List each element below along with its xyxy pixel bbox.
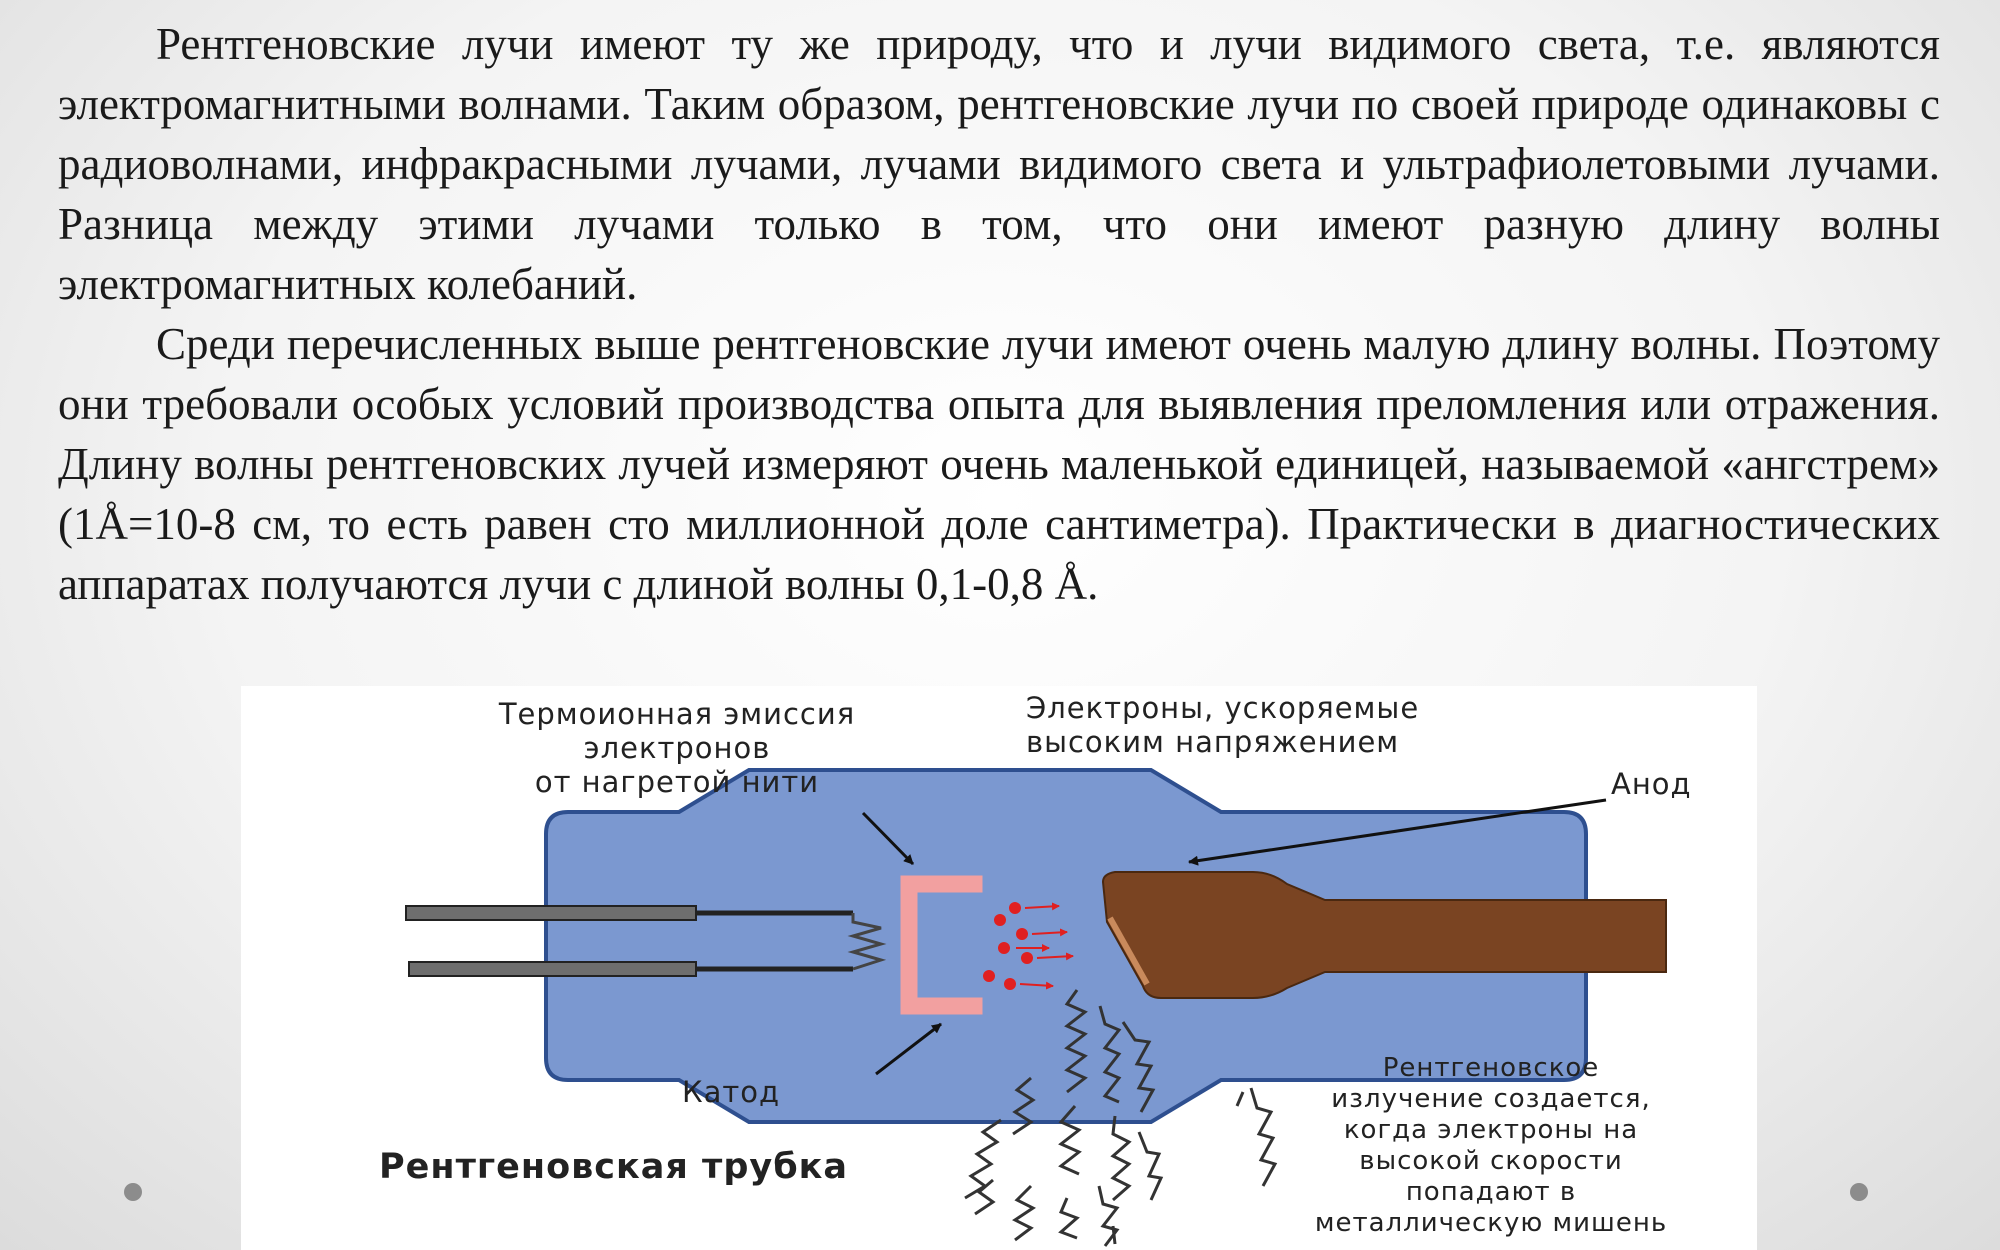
slide-bullet-right bbox=[1850, 1183, 1868, 1201]
electron bbox=[1004, 978, 1016, 990]
paragraph-1: Рентгеновские лучи имеют ту же природу, что и лучи видимого света, т.е. являются электромагнитными волнами. Таким образом, рентгеновские лучи по своей природе одинаковы с радиоволнами, инфракрасными лучами, лучами видимого света и ультрафиолетовыми лучами. Разница между этими лучами только в том, что они имеют разную длину волны электромагнитных колебаний. bbox=[58, 19, 1940, 309]
xray-tube-diagram bbox=[241, 686, 1757, 1250]
xray-wave bbox=[1061, 1198, 1077, 1238]
xray-wave bbox=[1015, 1186, 1033, 1240]
electron bbox=[994, 914, 1006, 926]
svg-text:излучение создается,: излучение создается, bbox=[1331, 1084, 1651, 1114]
electron bbox=[1021, 952, 1033, 964]
xray-tube-svg bbox=[241, 686, 1757, 1250]
electron bbox=[1016, 928, 1028, 940]
svg-text:от нагретой нити: от нагретой нити bbox=[534, 765, 820, 799]
xray-wave bbox=[1113, 1226, 1115, 1244]
text-block bbox=[58, 14, 1940, 614]
svg-text:высоким напряжением: высоким напряжением bbox=[1026, 725, 1400, 759]
diagram-title: Рентгеновская трубка bbox=[379, 1147, 849, 1187]
electrons-label bbox=[1026, 691, 1419, 759]
svg-text:Электроны, ускоряемые: Электроны, ускоряемые bbox=[1026, 691, 1420, 725]
svg-text:Рентгеновское: Рентгеновское bbox=[1382, 1053, 1600, 1083]
slide-bullet-left bbox=[124, 1183, 142, 1201]
emission-label bbox=[498, 697, 855, 799]
svg-text:Термоионная эмиссия: Термоионная эмиссия bbox=[498, 697, 856, 731]
xray-wave bbox=[1251, 1088, 1275, 1186]
svg-text:металлическую мишень: металлическую мишень bbox=[1314, 1208, 1668, 1238]
electron bbox=[1009, 902, 1021, 914]
electron bbox=[983, 970, 995, 982]
xray-wave bbox=[1237, 1092, 1243, 1106]
electron bbox=[998, 942, 1010, 954]
xray-wave bbox=[965, 1120, 1001, 1198]
svg-text:попадают в: попадают в bbox=[1405, 1177, 1577, 1207]
svg-text:высокой скорости: высокой скорости bbox=[1359, 1146, 1623, 1176]
paragraph-2: Среди перечисленных выше рентгеновские лучи имеют очень малую длину волны. Поэтому они требовали особых условий производства опыта для выявления преломления или отражения. Длину волны рентгеновских лучей измеряют очень маленькой единицей, называемой «ангстрем» (1Å=10-8 см, то есть равен сто миллионной доле сантиметра). Практически в диагностических аппаратах получаются лучи с длиной волны 0,1-0,8 Å. bbox=[58, 319, 1940, 609]
cathode-lead-top bbox=[406, 906, 696, 920]
xray-wave bbox=[1139, 1132, 1161, 1200]
cathode-lead-bottom bbox=[409, 962, 696, 976]
cathode-label: Катод bbox=[682, 1075, 781, 1109]
anode-label: Анод bbox=[1611, 767, 1692, 801]
svg-text:когда электроны на: когда электроны на bbox=[1343, 1115, 1639, 1145]
xray-wave bbox=[1113, 1116, 1129, 1200]
svg-text:электронов: электронов bbox=[583, 731, 771, 765]
